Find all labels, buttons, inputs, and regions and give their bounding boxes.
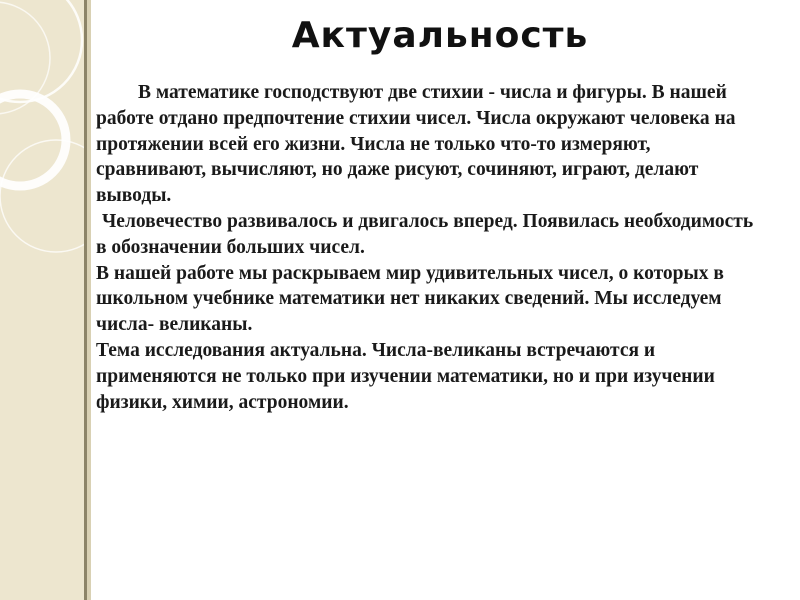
paragraph-intro: В математике господствуют две стихии - числа и фигуры. В нашей работе отдано предпочтение стихии чисел. Числа окружают человека на протяжении всей его жизни. Числа не только что-то измеряют, сравнивают, вычисляют, но даже рисуют, сочиняют, играют, делают выводы.: [96, 82, 736, 207]
decorative-rings-icon: [0, 0, 84, 600]
slide-body: [96, 80, 756, 415]
paragraph-relevance: Тема исследования актуальна. Числа-великаны встречаются и применяются не только при изучении математики, но и при изучении физики, химии, астрономии.: [96, 339, 715, 413]
band-divider-light: [87, 0, 91, 600]
paragraph-humanity: Человечество развивалось и двигалось вперед. Появилась необходимость в обозначении больших чисел.: [96, 210, 754, 258]
slide-title: Актуальность: [291, 15, 589, 56]
decorative-side-band: [0, 0, 84, 600]
paragraph-our-work: В нашей работе мы раскрываем мир удивительных чисел, о которых в школьном учебнике математики нет никаких сведений. Мы исследуем числа- великаны.: [96, 262, 724, 336]
